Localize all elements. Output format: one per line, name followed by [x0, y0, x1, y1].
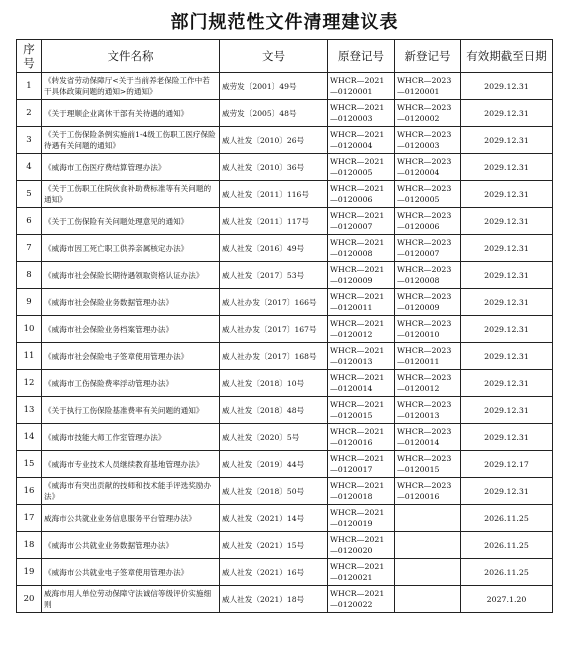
row-file-name: 《威海市有突出贡献的技师和技术能手评选奖励办法》: [42, 478, 220, 505]
row-valid-until: 2027.1.20: [461, 586, 553, 613]
row-doc-number: 威人社发（2021）15号: [220, 532, 328, 559]
row-valid-until: 2029.12.31: [461, 289, 553, 316]
header-index: 序号: [17, 40, 42, 73]
row-new-reg: WHCR—2023—0120009: [395, 289, 461, 316]
row-index: 15: [17, 451, 42, 478]
row-valid-until: 2029.12.31: [461, 370, 553, 397]
row-file-name: 《威海市社会保险长期待遇领取资格认证办法》: [42, 262, 220, 289]
row-new-reg: [395, 559, 461, 586]
row-index: 11: [17, 343, 42, 370]
row-new-reg: [395, 586, 461, 613]
table-row: [17, 127, 553, 154]
table-row: [17, 532, 553, 559]
row-old-reg: WHCR—2021—0120003: [328, 100, 395, 127]
table-row: [17, 559, 553, 586]
row-valid-until: 2029.12.31: [461, 181, 553, 208]
row-file-name: 《关于执行工伤保险基准费率有关问题的通知》: [42, 397, 220, 424]
row-doc-number: 威劳发〔2005〕48号: [220, 100, 328, 127]
table-row: [17, 370, 553, 397]
row-doc-number: 威人社发〔2017〕53号: [220, 262, 328, 289]
header-old-reg: 原登记号: [328, 40, 395, 73]
row-new-reg: [395, 532, 461, 559]
table-row: [17, 505, 553, 532]
row-index: 18: [17, 532, 42, 559]
row-index: 7: [17, 235, 42, 262]
row-file-name: 威海市用人单位劳动保障守法诚信等级评价实施细则: [42, 586, 220, 613]
row-new-reg: WHCR—2023—0120003: [395, 127, 461, 154]
row-doc-number: 威人社办发〔2017〕166号: [220, 289, 328, 316]
row-old-reg: WHCR—2021—0120017: [328, 451, 395, 478]
row-file-name: 《威海市社会保险业务数据管理办法》: [42, 289, 220, 316]
row-new-reg: WHCR—2023—0120013: [395, 397, 461, 424]
table-row: [17, 73, 553, 100]
row-new-reg: [395, 505, 461, 532]
row-new-reg: WHCR—2023—0120001: [395, 73, 461, 100]
row-valid-until: 2029.12.17: [461, 451, 553, 478]
row-new-reg: WHCR—2023—0120004: [395, 154, 461, 181]
table-row: [17, 586, 553, 613]
row-valid-until: 2029.12.31: [461, 235, 553, 262]
page-title: 部门规范性文件清理建议表: [170, 12, 399, 33]
row-index: 1: [17, 73, 42, 100]
row-old-reg: WHCR—2021—0120007: [328, 208, 395, 235]
row-doc-number: 威人社发〔2018〕10号: [220, 370, 328, 397]
header-name: 文件名称: [42, 40, 220, 73]
row-valid-until: 2029.12.31: [461, 100, 553, 127]
row-valid-until: 2026.11.25: [461, 532, 553, 559]
cleanup-table: [16, 39, 553, 613]
row-doc-number: 威人社发〔2018〕48号: [220, 397, 328, 424]
row-valid-until: 2026.11.25: [461, 505, 553, 532]
row-valid-until: 2029.12.31: [461, 424, 553, 451]
header-doc-number: 文号: [220, 40, 328, 73]
row-file-name: 《关于工伤保险有关问题处理意见的通知》: [42, 208, 220, 235]
row-doc-number: 威人社发〔2010〕36号: [220, 154, 328, 181]
table-body: [17, 73, 553, 613]
row-index: 17: [17, 505, 42, 532]
table-row: [17, 262, 553, 289]
row-valid-until: 2029.12.31: [461, 316, 553, 343]
row-valid-until: 2029.12.31: [461, 208, 553, 235]
row-old-reg: WHCR—2021—0120006: [328, 181, 395, 208]
row-valid-until: 2029.12.31: [461, 154, 553, 181]
row-doc-number: 威劳发〔2001〕49号: [220, 73, 328, 100]
table-row: [17, 208, 553, 235]
row-doc-number: 威人社发〔2018〕50号: [220, 478, 328, 505]
row-old-reg: WHCR—2021—0120001: [328, 73, 395, 100]
row-old-reg: WHCR—2021—0120019: [328, 505, 395, 532]
row-old-reg: WHCR—2021—0120008: [328, 235, 395, 262]
row-index: 4: [17, 154, 42, 181]
row-index: 2: [17, 100, 42, 127]
row-file-name: 《威海市公共就业业务数据管理办法》: [42, 532, 220, 559]
row-doc-number: 威人社办发〔2017〕168号: [220, 343, 328, 370]
row-file-name: 《关于工伤职工住院伙食补助费标准等有关问题的通知》: [42, 181, 220, 208]
row-old-reg: WHCR—2021—0120004: [328, 127, 395, 154]
row-index: 10: [17, 316, 42, 343]
row-file-name: 《威海市专业技术人员继续教育基地管理办法》: [42, 451, 220, 478]
table-row: [17, 289, 553, 316]
row-file-name: 《关于工伤保险条例实施前1-4级工伤职工医疗保险待遇有关问题的通知》: [42, 127, 220, 154]
header-row: [17, 40, 553, 73]
table-row: [17, 397, 553, 424]
row-doc-number: 威人社发〔2016〕49号: [220, 235, 328, 262]
row-doc-number: 威人社发〔2011〕116号: [220, 181, 328, 208]
row-new-reg: WHCR—2023—0120011: [395, 343, 461, 370]
row-new-reg: WHCR—2023—0120010: [395, 316, 461, 343]
table-row: [17, 235, 553, 262]
row-index: 14: [17, 424, 42, 451]
row-valid-until: 2029.12.31: [461, 262, 553, 289]
row-old-reg: WHCR—2021—0120009: [328, 262, 395, 289]
row-file-name: 《关于理顺企业离休干部有关待遇的通知》: [42, 100, 220, 127]
row-file-name: 《威海市社会保险电子签章使用管理办法》: [42, 343, 220, 370]
row-index: 5: [17, 181, 42, 208]
row-old-reg: WHCR—2021—0120005: [328, 154, 395, 181]
row-file-name: 《威海市因工死亡职工供养亲属核定办法》: [42, 235, 220, 262]
row-index: 8: [17, 262, 42, 289]
row-index: 19: [17, 559, 42, 586]
row-index: 16: [17, 478, 42, 505]
row-valid-until: 2026.11.25: [461, 559, 553, 586]
row-index: 20: [17, 586, 42, 613]
row-index: 12: [17, 370, 42, 397]
table-row: [17, 451, 553, 478]
row-old-reg: WHCR—2021—0120015: [328, 397, 395, 424]
row-new-reg: WHCR—2023—0120015: [395, 451, 461, 478]
row-old-reg: WHCR—2021—0120020: [328, 532, 395, 559]
row-old-reg: WHCR—2021—0120014: [328, 370, 395, 397]
row-old-reg: WHCR—2021—0120011: [328, 289, 395, 316]
row-old-reg: WHCR—2021—0120018: [328, 478, 395, 505]
row-file-name: 威海市公共就业业务信息服务平台管理办法》: [42, 505, 220, 532]
row-index: 6: [17, 208, 42, 235]
row-new-reg: WHCR—2023—0120005: [395, 181, 461, 208]
table-row: [17, 316, 553, 343]
row-file-name: 《威海市社会保险业务档案管理办法》: [42, 316, 220, 343]
row-doc-number: 威人社办发〔2017〕167号: [220, 316, 328, 343]
row-new-reg: WHCR—2023—0120014: [395, 424, 461, 451]
row-index: 9: [17, 289, 42, 316]
row-valid-until: 2029.12.31: [461, 127, 553, 154]
row-new-reg: WHCR—2023—0120016: [395, 478, 461, 505]
row-file-name: 《威海市公共就业电子签章使用管理办法》: [42, 559, 220, 586]
table-row: [17, 424, 553, 451]
header-new-reg: 新登记号: [395, 40, 461, 73]
row-doc-number: 威人社发（2021）18号: [220, 586, 328, 613]
row-new-reg: WHCR—2023—0120012: [395, 370, 461, 397]
table-row: [17, 154, 553, 181]
row-old-reg: WHCR—2021—0120013: [328, 343, 395, 370]
header-valid-until: 有效期截至日期: [461, 40, 553, 73]
row-old-reg: WHCR—2021—0120022: [328, 586, 395, 613]
row-new-reg: WHCR—2023—0120006: [395, 208, 461, 235]
table-row: [17, 100, 553, 127]
row-valid-until: 2029.12.31: [461, 73, 553, 100]
row-new-reg: WHCR—2023—0120008: [395, 262, 461, 289]
row-index: 13: [17, 397, 42, 424]
table-row: [17, 478, 553, 505]
table-row: [17, 343, 553, 370]
row-file-name: 《威海市技能大师工作室管理办法》: [42, 424, 220, 451]
row-old-reg: WHCR—2021—0120016: [328, 424, 395, 451]
row-doc-number: 威人社发〔2011〕117号: [220, 208, 328, 235]
row-valid-until: 2029.12.31: [461, 397, 553, 424]
row-valid-until: 2029.12.31: [461, 478, 553, 505]
row-file-name: 《威海市工伤保险费率浮动管理办法》: [42, 370, 220, 397]
row-file-name: 《转发省劳动保障厅<关于当前养老保险工作中若干具体政策问题的通知>的通知》: [42, 73, 220, 100]
row-doc-number: 威人社发（2021）16号: [220, 559, 328, 586]
row-doc-number: 威人社发〔2020〕5号: [220, 424, 328, 451]
row-file-name: 《威海市工伤医疗费结算管理办法》: [42, 154, 220, 181]
table-row: [17, 181, 553, 208]
row-old-reg: WHCR—2021—0120021: [328, 559, 395, 586]
row-valid-until: 2029.12.31: [461, 343, 553, 370]
row-new-reg: WHCR—2023—0120002: [395, 100, 461, 127]
row-old-reg: WHCR—2021—0120012: [328, 316, 395, 343]
row-doc-number: 威人社发（2021）14号: [220, 505, 328, 532]
row-doc-number: 威人社发〔2019〕44号: [220, 451, 328, 478]
row-doc-number: 威人社发〔2010〕26号: [220, 127, 328, 154]
row-new-reg: WHCR—2023—0120007: [395, 235, 461, 262]
row-index: 3: [17, 127, 42, 154]
